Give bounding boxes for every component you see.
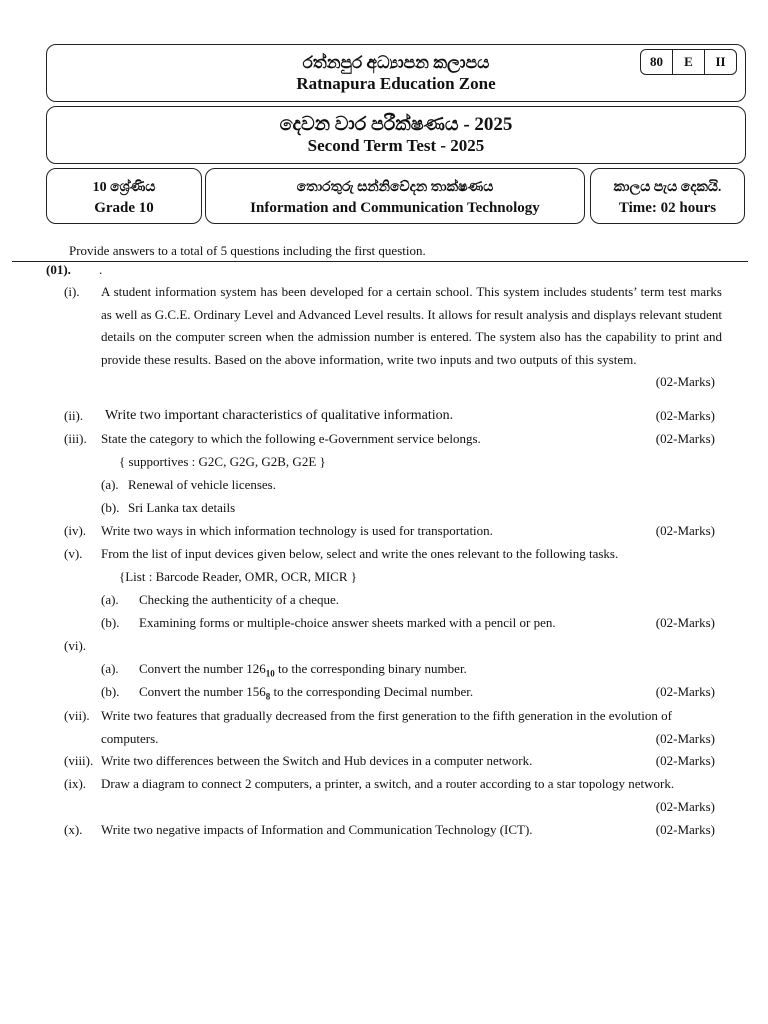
part-iii-options: { supportives : G2C, G2G, G2B, G2E } (119, 454, 326, 469)
part-v-list: {List : Barcode Reader, OMR, OCR, MICR } (119, 569, 357, 584)
part-v-b-label: (b). (101, 615, 120, 630)
part-iii-a-label: (a). (101, 477, 119, 492)
time-box (590, 168, 745, 224)
grade-sinhala: 10 ශ්‍රේණිය (92, 180, 156, 195)
part-ii-label: (ii). (64, 408, 84, 423)
part-vi-label: (vi). (64, 638, 87, 653)
part-ix-label: (ix). (64, 776, 87, 791)
part-v-marks: (02-Marks) (655, 615, 715, 630)
part-vi-a-base: 10 (265, 668, 275, 679)
part-iii-a-text: Renewal of vehicle licenses. (128, 477, 276, 492)
question-number: (01). (46, 262, 71, 277)
time-english: Time: 02 hours (618, 200, 717, 216)
term-title-sinhala: දෙවන වාර පරීක්ෂණය - 2025 (279, 114, 513, 135)
part-i-label: (i). (64, 284, 80, 299)
part-x-text: Write two negative impacts of Information and Communication Technology (ICT). (101, 822, 533, 837)
part-x-label: (x). (64, 822, 83, 837)
part-ii-marks: (02-Marks) (655, 408, 715, 423)
part-ix-marks: (02-Marks) (655, 799, 715, 814)
part-ii-text: Write two important characteristics of qualitative information. (105, 408, 454, 423)
part-x-marks: (02-Marks) (655, 822, 715, 837)
part-i-text: A student information system has been developed for a certain school. This system includes students’ term test marks as well as G.C.E. Ordinary Level and Advanced Level results. It allows for result analysis and displays relevant student details on the computer screen when the admission number is entered. The system also has the capability to print and provide these results. Based on the above information, write two inputs and two outputs of this system. (101, 284, 722, 367)
part-v-text: From the list of input devices given below, select and write the ones relevant to the following tasks. (101, 546, 619, 561)
grade-box (46, 168, 202, 224)
part-ix-text: Draw a diagram to connect 2 computers, a printer, a switch, and a router according to a star topology network. (101, 776, 675, 791)
part-vi-a-pre: Convert the number 126 (139, 661, 266, 676)
part-vii-label: (vii). (64, 708, 90, 723)
part-iii-b-label: (b). (101, 500, 120, 515)
question-dot: . (99, 262, 103, 277)
subject-sinhala: තොරතුරු සන්නිවේදන තාක්ෂණය (296, 180, 494, 195)
part-vi-marks: (02-Marks) (655, 684, 715, 699)
term-title-english: Second Term Test - 2025 (307, 136, 485, 155)
part-iv-label: (iv). (64, 523, 87, 538)
instructions: Provide answers to a total of 5 questions including the first question. (69, 243, 426, 258)
part-v-a-label: (a). (101, 592, 119, 607)
part-vii-text: Write two features that gradually decreased from the first generation to the fifth generation in the evolution of computers. (101, 708, 672, 746)
paper-code-medium: E (672, 50, 704, 74)
part-iii-b-text: Sri Lanka tax details (128, 500, 236, 515)
part-vii-marks: (02-Marks) (655, 731, 715, 746)
part-v-label: (v). (64, 546, 83, 561)
part-iv-text: Write two ways in which information technology is used for transportation. (101, 523, 493, 538)
term-header-box (46, 106, 746, 164)
part-viii-text: Write two differences between the Switch and Hub devices in a computer network. (101, 753, 533, 768)
part-iii-label: (iii). (64, 431, 87, 446)
grade-english: Grade 10 (94, 200, 154, 216)
part-v-a-text: Checking the authenticity of a cheque. (139, 592, 339, 607)
part-viii-label: (viii). (64, 753, 94, 768)
paper-code-part: II (704, 50, 736, 74)
part-i-marks: (02-Marks) (655, 374, 715, 389)
part-vi-b-text (139, 681, 473, 708)
time-sinhala: කාලය පැය දෙකයි. (613, 180, 722, 195)
subject-english: Information and Communication Technology (250, 200, 540, 216)
part-viii-marks: (02-Marks) (655, 753, 715, 768)
subject-box (205, 168, 585, 224)
part-vi-b-base: 8 (265, 691, 271, 702)
part-vi-b-pre: Convert the number 156 (139, 684, 266, 699)
part-iv-marks: (02-Marks) (655, 523, 715, 538)
divider (12, 261, 748, 262)
part-vi-a-label: (a). (101, 661, 119, 676)
part-iii-text: State the category to which the following e-Government service belongs. (101, 431, 481, 446)
part-vi-b-label: (b). (101, 684, 120, 699)
part-v-b-text: Examining forms or multiple-choice answer sheets marked with a pencil or pen. (139, 615, 556, 630)
part-vi-a-post: to the corresponding binary number. (274, 661, 467, 676)
zone-title-sinhala: රත්නපුර අධ්‍යාපන කලාපය (302, 53, 490, 72)
paper-code (640, 49, 737, 75)
part-iii-marks: (02-Marks) (655, 431, 715, 446)
zone-title-english: Ratnapura Education Zone (296, 74, 496, 93)
paper-code-number: 80 (650, 54, 663, 69)
part-vi-b-post: to the corresponding Decimal number. (270, 684, 474, 699)
